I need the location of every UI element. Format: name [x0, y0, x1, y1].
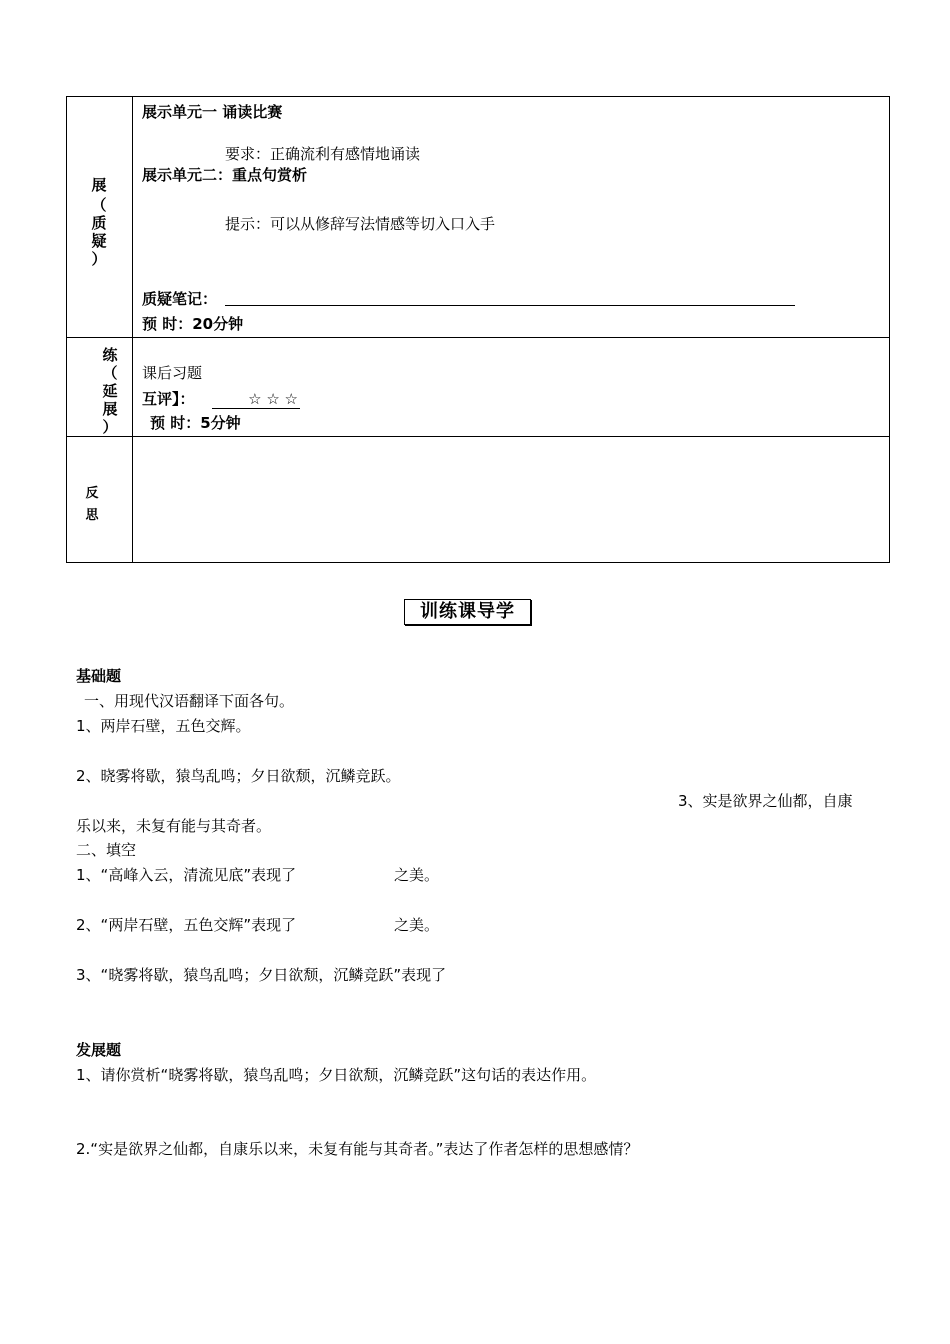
advanced-q2: 2.“实是欲界之仙都，自康乐以来，未复有能与其奇者。”表达了作者怎样的思想感情？	[76, 1140, 639, 1158]
row-label-lian: 练 （ 延 展 ）	[102, 346, 118, 436]
unit2-hint: 提示：可以从修辞写法情感等切入口入手	[225, 215, 496, 233]
advanced-q1: 1、请你赏析“晓雾将歇，猿鸟乱鸣；夕日欲颓，沉鳞竞跃”这句话的表达作用。	[76, 1066, 597, 1084]
row1-time: 预 时：20分钟	[142, 315, 244, 333]
advanced-heading: 发展题	[76, 1041, 122, 1059]
basic-q1: 1、两岸石壁，五色交辉。	[76, 717, 251, 735]
basic-q2: 2、晓雾将歇，猿鸟乱鸣；夕日欲颓，沉鳞竞跃。	[76, 767, 401, 785]
notes-input-line[interactable]	[225, 305, 795, 306]
fill-q2-end: 之美。	[394, 916, 440, 934]
rating-stars[interactable]: ☆ ☆ ☆	[212, 390, 300, 409]
fill-q3: 3、“晓雾将歇，猿鸟乱鸣；夕日欲颓，沉鳞竞跃”表现了	[76, 966, 447, 984]
unit2-title: 展示单元二：重点句赏析	[142, 166, 308, 184]
section-title: 训练课导学	[404, 599, 531, 625]
table-row-divider	[67, 436, 889, 437]
unit1-requirement: 要求：正确流利有感情地诵读	[225, 145, 421, 163]
part2-title: 二、填空	[76, 841, 137, 859]
fill-q1: 1、“高峰入云，清流见底”表现了	[76, 866, 297, 884]
unit1-title: 展示单元一 诵读比赛	[142, 103, 283, 121]
part1-title: 一、用现代汉语翻译下面各句。	[84, 692, 295, 710]
row-label-zhan: 展 （ 质 疑 ）	[91, 176, 107, 268]
peer-review-label: 互评】：	[142, 390, 195, 408]
basic-q3-start: 3、实是欲界之仙都，自康	[678, 792, 853, 810]
fill-q2: 2、“两岸石壁，五色交辉”表现了	[76, 916, 297, 934]
exercise-text: 课后习题	[142, 364, 203, 382]
row-label-fansi: 反 思	[85, 486, 99, 523]
table-row-divider	[67, 337, 889, 338]
fill-q1-end: 之美。	[394, 866, 440, 884]
basic-q3-end: 乐以来，未复有能与其奇者。	[76, 817, 272, 835]
table-column-divider	[132, 97, 133, 562]
basic-heading: 基础题	[76, 667, 122, 685]
row2-time: 预 时：5分钟	[150, 414, 241, 432]
notes-label: 质疑笔记：	[142, 290, 218, 308]
